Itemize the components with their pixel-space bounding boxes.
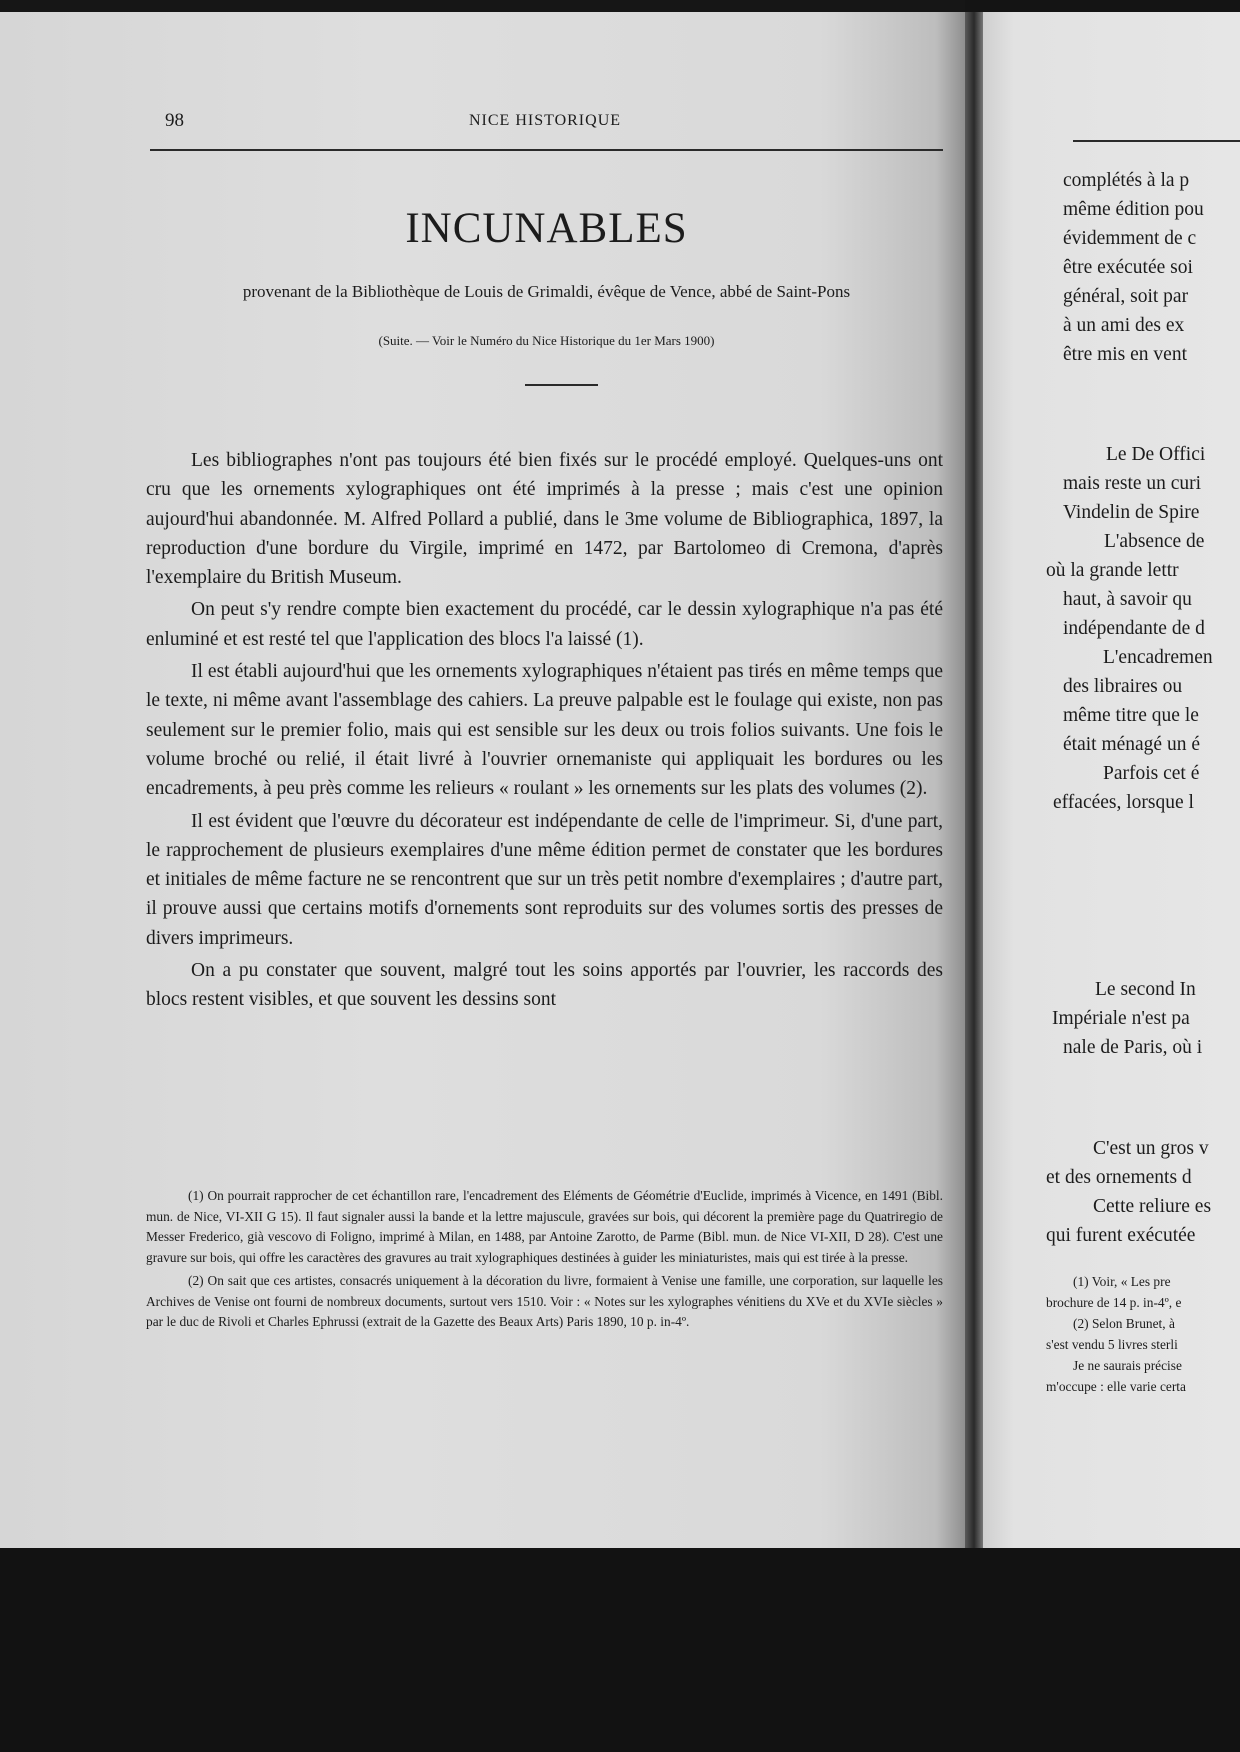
right-line: général, soit par <box>1063 286 1189 307</box>
title-rule <box>525 384 598 386</box>
right-line: même édition pou <box>1063 199 1204 220</box>
right-line: complétés à la p <box>1063 170 1190 191</box>
footnotes <box>146 1186 943 1336</box>
right-line: Cette reliure es <box>1093 1196 1212 1217</box>
paragraph: Il est évident que l'œuvre du décorateur est indépendante de celle de l'imprimeur. Si, d'une part, le rapprochement de plusieurs exemplaires d'une même édition permet de constater que les bordures et initiales de même facture ne se rencontrent que sur un très petit nombre d'exemplaires ; d'autre part, il prouve aussi que certains motifs d'ornements sont reproduits sur des volumes sortis des presses de divers imprimeurs. <box>146 810 943 949</box>
article-title: INCUNABLES <box>405 205 688 252</box>
right-line: Le De Offici <box>1106 444 1206 465</box>
right-line: à un ami des ex <box>1063 315 1185 336</box>
right-line: indépendante de d <box>1063 618 1205 639</box>
footnote: (1) On pourrait rapprocher de cet échantillon rare, l'encadrement des Eléments de Géométrie d'Euclide, imprimés à Vicence, en 1491 (Bibl. mun. de Nice, VI-XII G 15). Il faut signaler aussi la bande et la lettre majuscule, gravées sur bois, qui décorent la première page du Quatriregio de Messer Frederico, già vescovo di Foligno, imprimé à Milan, en 1488, par Antoine Zarotto, de Parme (Bibl. mun. de Nice VI-XII, D 28). C'est une gravure sur bois, qui offre les caractères des gravures au trait xylographiques destinées à guider les miniaturistes, mais qui est tirée à la presse. <box>146 1188 943 1265</box>
paragraph: On a pu constater que souvent, malgré tout les soins apportés par l'ouvrier, les raccords des blocs restent visibles, et que souvent les dessins sont <box>146 960 943 1011</box>
book-gutter <box>965 12 983 1548</box>
right-footnote-line: brochure de 14 p. in-4º, e <box>1046 1295 1182 1310</box>
right-line: qui furent exécutée <box>1046 1225 1196 1246</box>
paragraph: On peut s'y rendre compte bien exactement du procédé, car le dessin xylographique n'a pas été enluminé et est resté tel que l'application des blocs l'a laissé (1). <box>146 599 943 650</box>
header-rule <box>150 149 943 151</box>
right-line: était ménagé un é <box>1063 734 1200 755</box>
right-footnote-line: Je ne saurais précise <box>1073 1358 1182 1373</box>
right-page-partial <box>983 12 1240 1548</box>
right-line: évidemment de c <box>1063 228 1197 249</box>
running-title: NICE HISTORIQUE <box>468 112 622 129</box>
right-line: mais reste un curi <box>1063 473 1202 494</box>
right-line: haut, à savoir qu <box>1063 589 1192 610</box>
right-line: L'absence de <box>1104 531 1205 552</box>
right-line: des libraires ou <box>1063 676 1183 697</box>
right-header-rule <box>1073 140 1240 142</box>
right-line: même titre que le <box>1063 705 1199 726</box>
article-subtitle: provenant de la Bibliothèque de Louis de Grimaldi, évêque de Vence, abbé de Saint-Pons <box>242 282 851 301</box>
right-line: Le second In <box>1095 979 1196 1000</box>
continuation-note: (Suite. — Voir le Numéro du Nice Historique du 1er Mars 1900) <box>378 333 715 348</box>
running-head <box>145 110 945 136</box>
right-line: Vindelin de Spire <box>1063 502 1200 523</box>
right-line: être exécutée soi <box>1063 257 1193 278</box>
right-line: où la grande lettr <box>1046 560 1179 581</box>
right-footnote-line: m'occupe : elle varie certa <box>1046 1379 1186 1394</box>
right-line: C'est un gros v <box>1093 1138 1209 1159</box>
article-body <box>146 446 943 1018</box>
right-footnote-line: (2) Selon Brunet, à <box>1073 1316 1175 1331</box>
right-line: Parfois cet é <box>1103 763 1200 784</box>
page-number: 98 <box>165 110 184 131</box>
footnote: (2) On sait que ces artistes, consacrés uniquement à la décoration du livre, formaient à Venise une famille, une corporation, sur laquelle les Archives de Venise ont fourni de nombreux documents, surtout vers 1510. Voir : « Notes sur les xylographes vénitiens du XVe et du XVIe siècles » par le duc de Rivoli et Charles Ephrussi (extrait de la Gazette des Beaux Arts) Paris 1890, 10 p. in-4º. <box>146 1273 943 1329</box>
scan-background <box>0 1548 1240 1752</box>
right-line: Impériale n'est pa <box>1052 1008 1190 1029</box>
right-line: effacées, lorsque l <box>1053 792 1194 813</box>
right-line: et des ornements d <box>1046 1167 1192 1188</box>
right-line: L'encadremen <box>1103 647 1213 668</box>
right-line: être mis en vent <box>1063 344 1187 365</box>
right-footnote-line: (1) Voir, « Les pre <box>1073 1274 1171 1289</box>
right-line: nale de Paris, où i <box>1063 1037 1203 1058</box>
right-footnote-line: s'est vendu 5 livres sterli <box>1046 1337 1178 1352</box>
paragraph: Il est établi aujourd'hui que les ornements xylographiques n'étaient pas tirés en même temps que le texte, ni même avant l'assemblage des cahiers. La preuve palpable est le foulage qui existe, non pas seulement sur le premier folio, mais qui est sensible sur les deux ou trois folios suivants. Une fois le volume broché ou relié, il était livré à l'ouvrier ornemaniste qui appliquait les bordures ou les encadrements, à peu près comme les relieurs « roulant » les ornements sur les plats des volumes (2). <box>146 661 943 800</box>
paragraph: Les bibliographes n'ont pas toujours été bien fixés sur le procédé employé. Quelques-uns ont cru que les ornements xylographiques ont été imprimés à la presse ; mais c'est une opinion aujourd'hui abandonnée. M. Alfred Pollard a publié, dans le 3me volume de Bibliographica, 1897, la reproduction d'une bordure du Virgile, imprimé en 1472, par Bartolomeo di Cremona, d'après l'exemplaire du British Museum. <box>146 450 943 589</box>
